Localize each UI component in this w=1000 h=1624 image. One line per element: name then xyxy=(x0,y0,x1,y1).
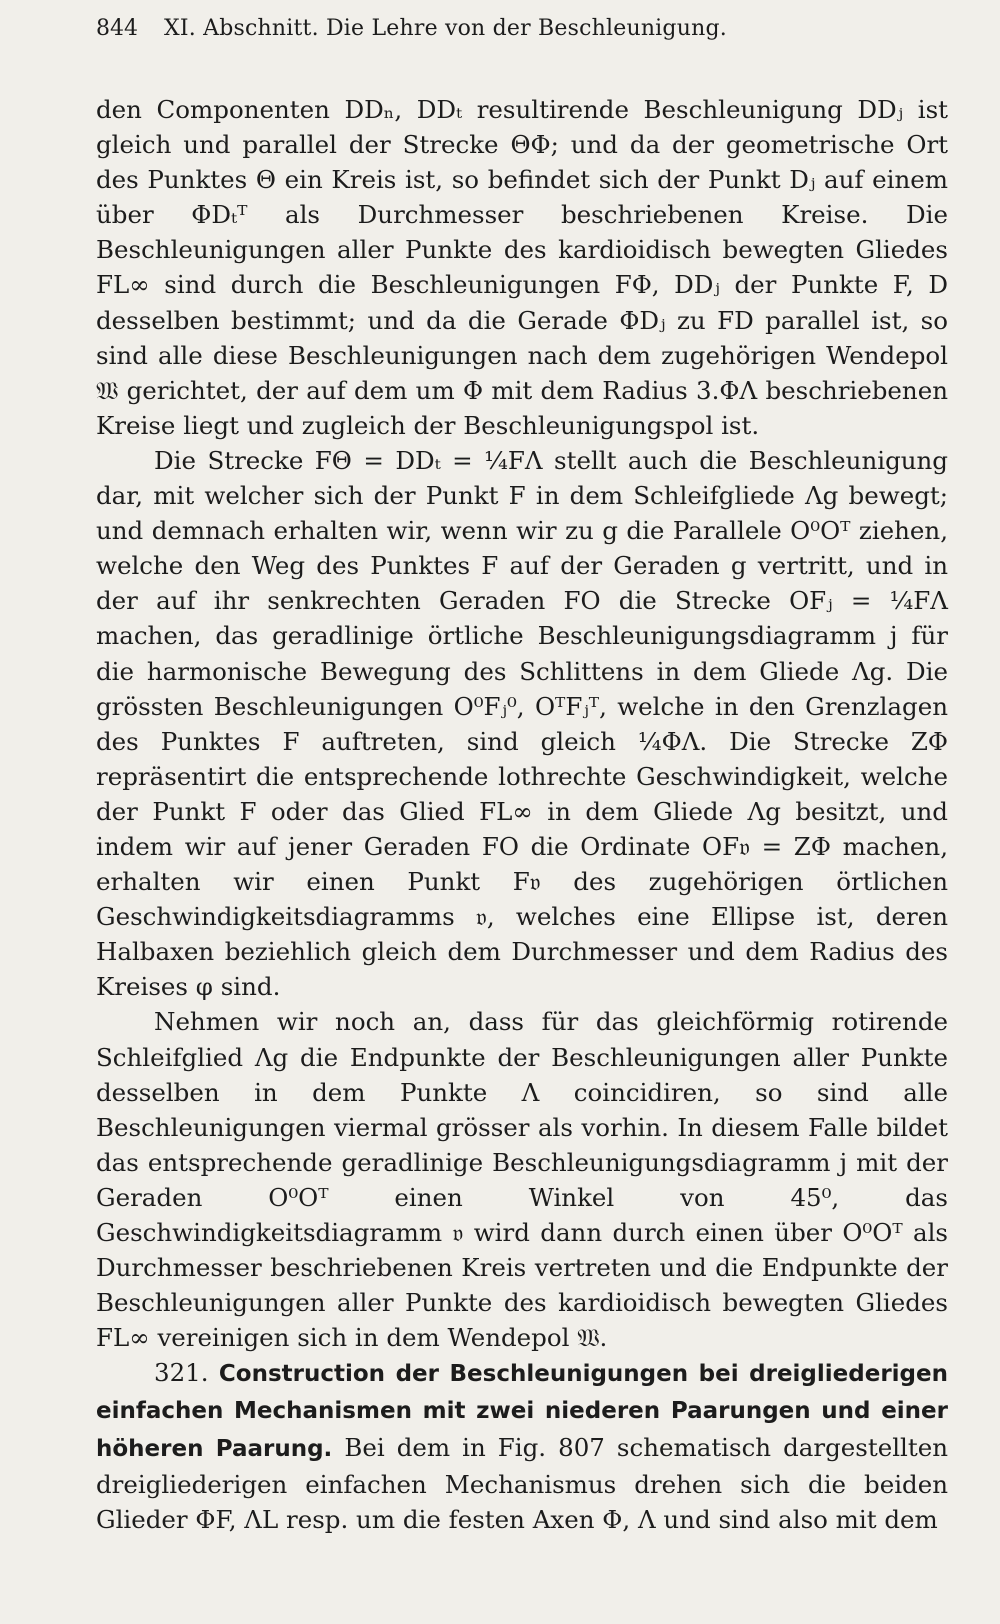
page-number: 844 xyxy=(96,16,138,41)
paragraph: Nehmen wir noch an, dass für das gleichförmig rotirende Schleifglied Λg die Endpunkte der Beschleunigungen aller Punkte desselben in dem Punkte Λ coincidiren, so sind alle Beschleunigungen viermal grösser als vorhin. In diesem Falle bildet das entsprechende geradlinige Beschleunigungsdiagramm j mit der Geraden O⁰Oᵀ einen Winkel von 45⁰, das Geschwindigkeitsdiagramm 𝔳 wird dann durch einen über O⁰Oᵀ als Durchmesser beschriebenen Kreis vertreten und die Endpunkte der Beschleunigungen aller Punkte des kardioidisch bewegten Gliedes FL∞ vereinigen sich in dem Wendepol 𝔚. xyxy=(96,1007,948,1353)
body-text xyxy=(96,92,948,1537)
section-text: Bei dem in Fig. 807 schematisch dargestellten dreigliederigen einfachen Mechanismus drehen sich die beiden Glieder ΦF, ΛL resp. um die festen Axen Φ, Λ und sind also mit dem xyxy=(96,1432,948,1534)
paragraph: Die Strecke FΘ = DDₜ = ¼FΛ stellt auch die Beschleunigung dar, mit welcher sich der Punkt F in dem Schleifgliede Λg bewegt; und demnach erhalten wir, wenn wir zu g die Parallele O⁰Oᵀ ziehen, welche den Weg des Punktes F auf der Geraden g vertritt, und in der auf ihr senkrechten Geraden FO die Strecke OFⱼ = ¼FΛ machen, das geradlinige örtliche Beschleunigungsdiagramm j für die harmonische Bewegung des Schlittens in dem Gliede Λg. Die grössten Beschleunigungen O⁰Fⱼ⁰, OᵀFⱼᵀ, welche in den Grenzlagen des Punktes F auftreten, sind gleich ¼ΦΛ. Die Strecke ZΦ repräsentirt die entsprechende lothrechte Geschwindigkeit, welche der Punkt F oder das Glied FL∞ in dem Gliede Λg besitzt, und indem wir auf jener Geraden FO die Ordinate OF𝔳 = ZΦ machen, erhalten wir einen Punkt F𝔳 des zugehörigen örtlichen Geschwindigkeitsdiagramms 𝔳, welches eine Ellipse ist, deren Halbaxen beziehlich gleich dem Durchmesser und dem Radius des Kreises φ sind. xyxy=(96,445,948,1002)
running-head: XI. Abschnitt. Die Lehre von der Beschleunigung. xyxy=(164,16,727,41)
paragraph-continuation: den Componenten DDₙ, DDₜ resultirende Beschleunigung DDⱼ ist gleich und parallel der Strecke ΘΦ; und da der geometrische Ort des Punktes Θ ein Kreis ist, so befindet sich der Punkt Dⱼ auf einem über ΦDₜᵀ als Durchmesser beschriebenen Kreise. Die Beschleunigungen aller Punkte des kardioidisch bewegten Gliedes FL∞ sind durch die Beschleunigungen FΦ, DDⱼ der Punkte F, D desselben bestimmt; und da die Gerade ΦDⱼ zu FD parallel ist, so sind alle diese Beschleunigungen nach dem zugehörigen Wendepol 𝔚 gerichtet, der auf dem um Φ mit dem Radius 3.ΦΛ beschriebenen Kreise liegt und zugleich der Beschleunigungspol ist. xyxy=(96,95,948,440)
section-paragraph xyxy=(96,1355,948,1536)
section-title: Construction der Beschleunigungen bei dreigliederigen einfachen Mechanismen mit zwei niederen Paarungen und einer höheren Paarung. xyxy=(96,1361,948,1462)
section-number: 321. xyxy=(154,1358,209,1388)
page-header xyxy=(96,16,948,64)
